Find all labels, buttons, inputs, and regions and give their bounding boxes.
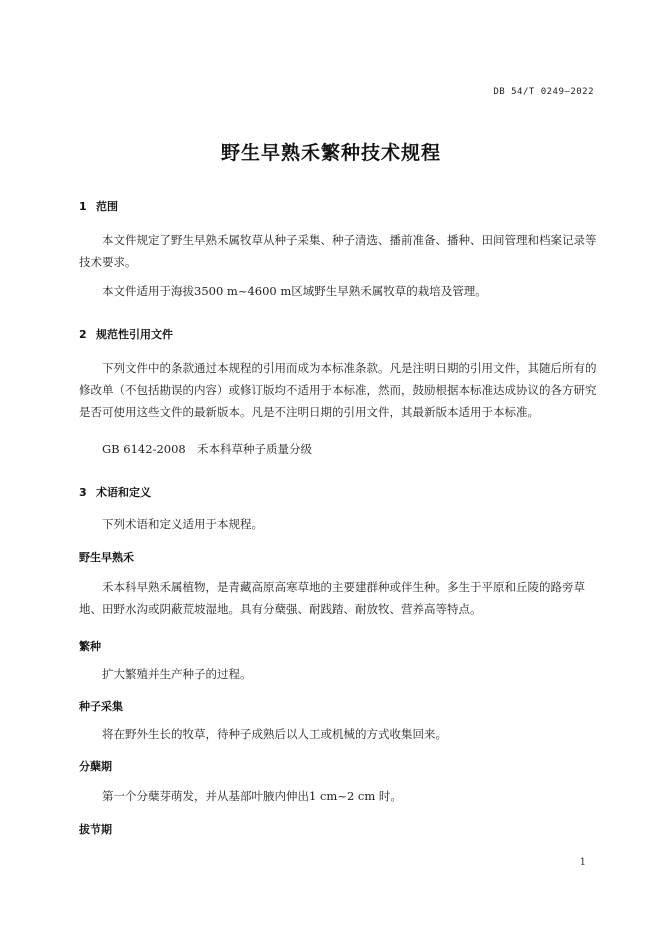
section-3-heading	[79, 484, 151, 500]
section-title: 术语和定义	[96, 486, 151, 499]
term-definition: 禾本科早熟禾属植物，是青藏高原高寒草地的主要建群种或伴生种。多生于平原和丘陵的路旁草地、田野水沟或阴蔽荒坡湿地。具有分蘖强、耐践踏、耐放牧、营养高等特点。	[79, 580, 585, 616]
standard-number: DB 54/T 0249—2022	[493, 87, 594, 97]
section-2-paragraph-1: 下列文件中的条款通过本规程的引用而成为本标准条款。凡是注明日期的引用文件，其随后所有的修改单（不包括勘误的内容）或修订版均不适用于本标准，然而，鼓励根据本标准达成协议的各方研究是否可使用这些文件的最新版本。凡是不注明日期的引用文件，其最新版本适用于本标准。	[79, 361, 597, 419]
term-definition: 第一个分蘖芽萌发，并从基部叶腋内伸出1 cm~2 cm 时。	[102, 789, 402, 803]
section-title: 范围	[96, 200, 118, 213]
term-definition: 将在野外生长的牧草，待种子成熟后以人工或机械的方式收集回来。	[102, 727, 447, 741]
term-heading: 种子采集	[79, 700, 123, 713]
section-1-paragraph-1: 本文件规定了野生早熟禾属牧草从种子采集、种子清选、播前准备、播种、田间管理和档案记录等技术要求。	[79, 233, 597, 269]
page-number: 1	[579, 857, 586, 868]
section-1-heading	[79, 198, 118, 214]
term-heading: 分蘖期	[79, 760, 112, 773]
reference-code: GB 6142-2008	[102, 442, 186, 456]
section-3-paragraph-1: 下列术语和定义适用于本规程。	[102, 517, 263, 531]
section-number: 2	[79, 328, 87, 341]
document-title: 野生早熟禾繁种技术规程	[220, 142, 441, 164]
term-heading: 拔节期	[79, 823, 112, 836]
term-heading: 繁种	[79, 640, 101, 653]
reference-title: 禾本科草种子质量分级	[197, 442, 312, 456]
term-heading: 野生早熟禾	[79, 551, 134, 564]
section-2-heading	[79, 326, 173, 342]
section-number: 3	[79, 486, 87, 499]
section-1-paragraph-2: 本文件适用于海拔3500 m~4600 m区域野生早熟禾属牧草的栽培及管理。	[102, 284, 487, 298]
term-definition: 扩大繁殖并生产种子的过程。	[102, 667, 252, 681]
normative-reference	[102, 441, 312, 457]
section-title: 规范性引用文件	[96, 328, 173, 341]
section-number: 1	[79, 200, 87, 213]
